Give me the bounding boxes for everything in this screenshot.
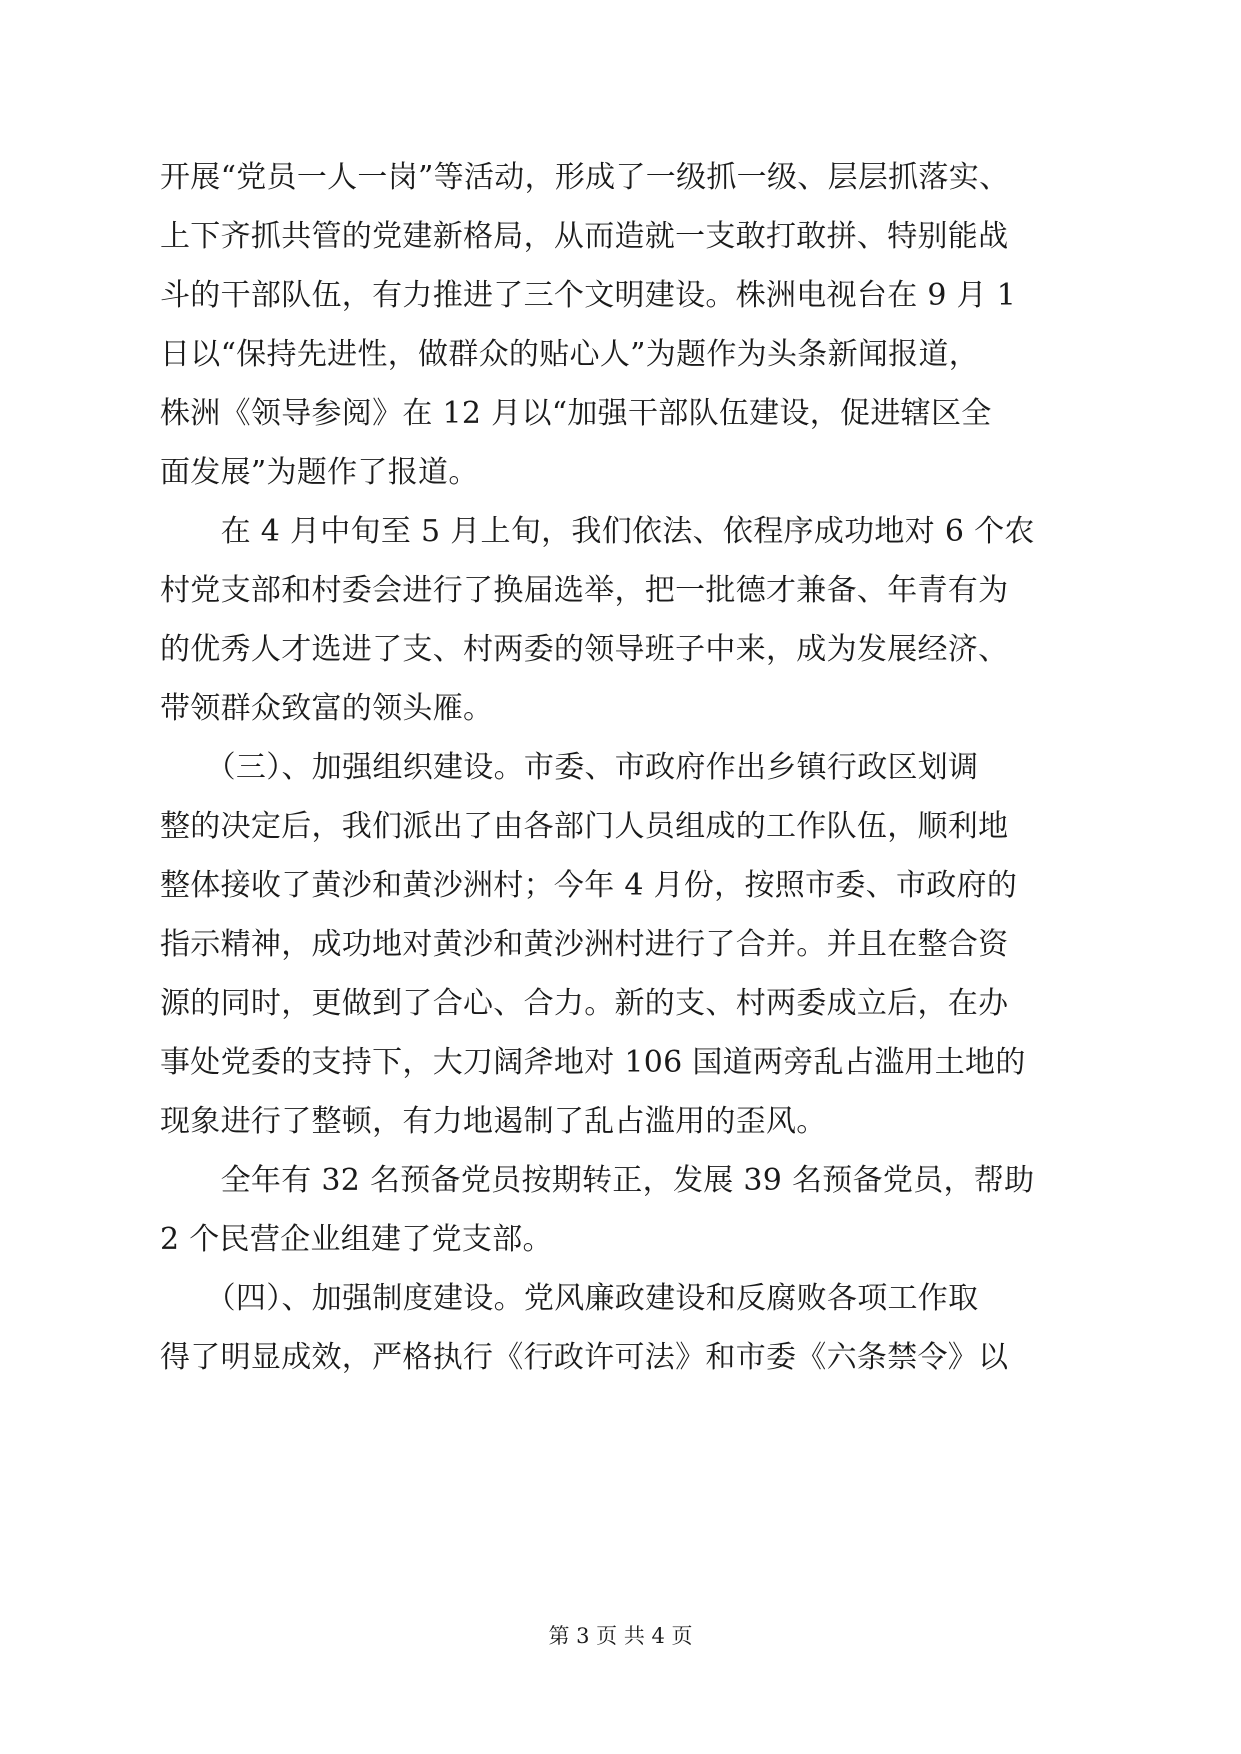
text-line: （四）、加强制度建设。党风廉政建设和反腐败各项工作取 (160, 1281, 979, 1316)
text-line: 斗的干部队伍，有力推进了三个文明建设。株洲电视台在 9 月 1 (160, 278, 1017, 313)
text-line: 2 个民营企业组建了党支部。 (160, 1222, 553, 1257)
text-line: 株洲《领导参阅》在 12 月以“加强干部队伍建设，促进辖区全 (160, 396, 992, 431)
text-line: 开展“党员一人一岗”等活动，形成了一级抓一级、层层抓落实、 (160, 160, 1010, 195)
text-line: 现象进行了整顿，有力地遏制了乱占滥用的歪风。 (160, 1104, 827, 1139)
text-line: 得了明显成效，严格执行《行政许可法》和市委《六条禁令》以 (160, 1340, 1009, 1375)
text-line: 指示精神，成功地对黄沙和黄沙洲村进行了合并。并且在整合资 (160, 927, 1009, 962)
text-line: 村党支部和村委会进行了换届选举，把一批德才兼备、年青有为 (160, 573, 1009, 608)
document-body (160, 148, 1080, 1387)
text-line: 上下齐抓共管的党建新格局，从而造就一支敢打敢拼、特别能战 (160, 219, 1009, 254)
text-line: 带领群众致富的领头雁。 (160, 691, 494, 726)
text-line: 面发展”为题作了报道。 (160, 455, 479, 490)
text-line: 在 4 月中旬至 5 月上旬，我们依法、依程序成功地对 6 个农 (160, 514, 1035, 549)
text-line: 事处党委的支持下，大刀阔斧地对 106 国道两旁乱占滥用土地的 (160, 1045, 1026, 1080)
text-line: 的优秀人才选进了支、村两委的领导班子中来，成为发展经济、 (160, 632, 1009, 667)
text-line: 整的决定后，我们派出了由各部门人员组成的工作队伍，顺利地 (160, 809, 1009, 844)
text-line: 整体接收了黄沙和黄沙洲村；今年 4 月份，按照市委、市政府的 (160, 868, 1018, 903)
page-number-footer: 第 3 页 共 4 页 (548, 1624, 693, 1648)
text-line: 全年有 32 名预备党员按期转正，发展 39 名预备党员，帮助 (160, 1163, 1035, 1198)
text-line: （三）、加强组织建设。市委、市政府作出乡镇行政区划调 (160, 750, 979, 785)
text-line: 源的同时，更做到了合心、合力。新的支、村两委成立后，在办 (160, 986, 1009, 1021)
text-line: 日以“保持先进性，做群众的贴心人”为题作为头条新闻报道， (160, 337, 980, 372)
